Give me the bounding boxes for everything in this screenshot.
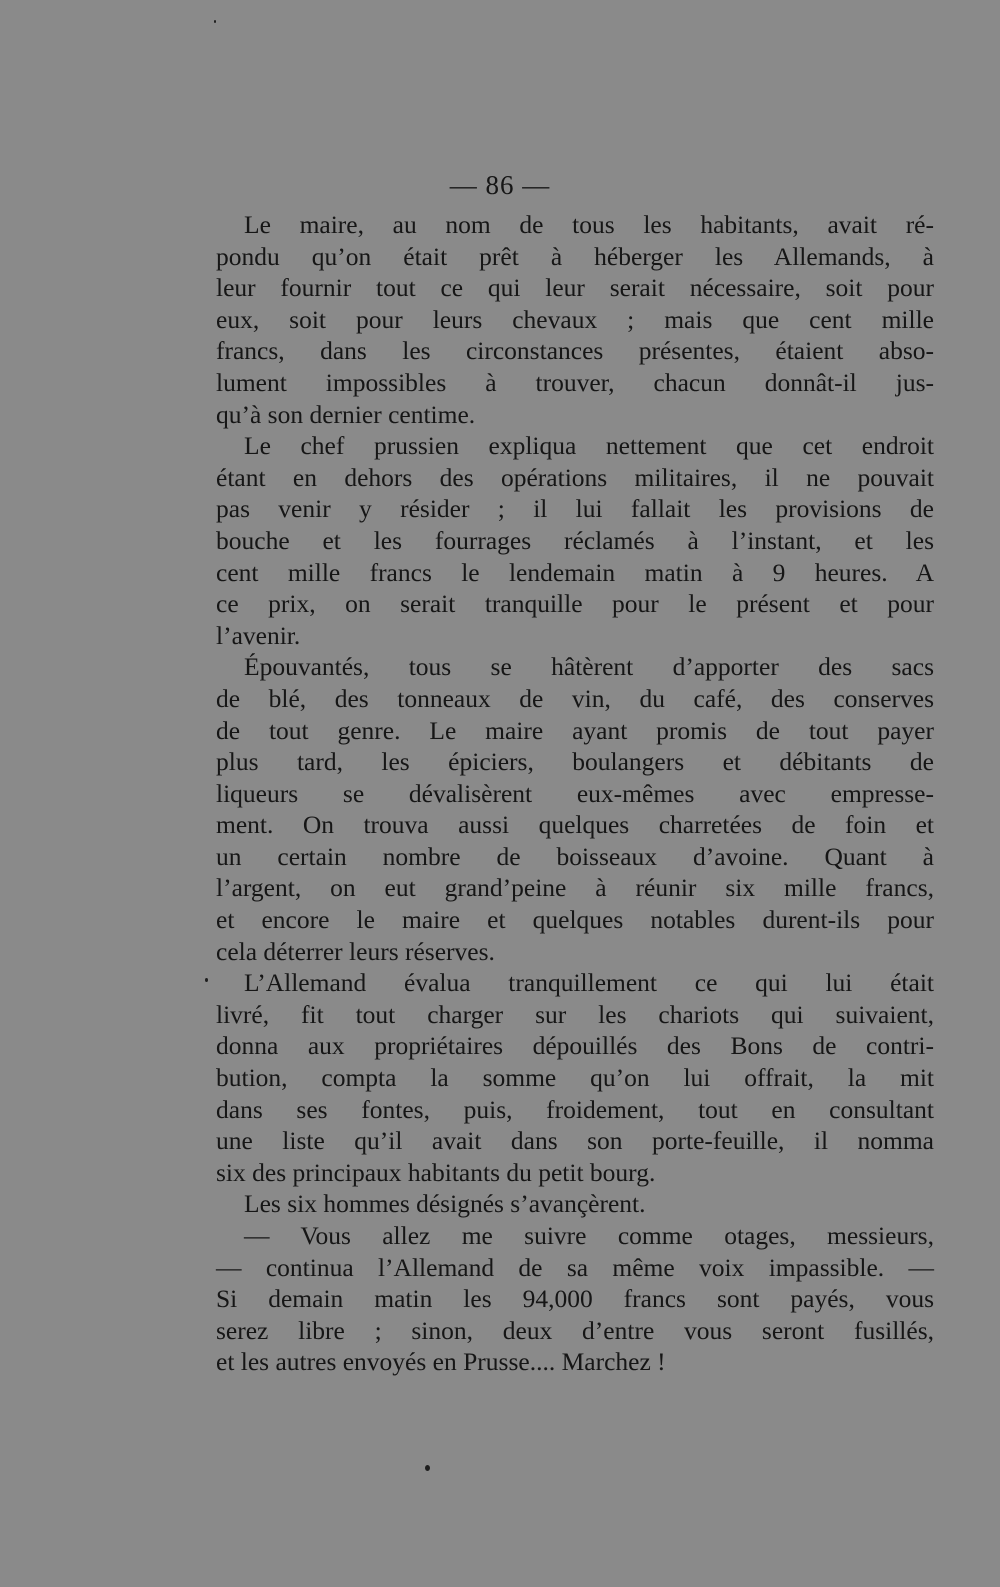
paragraph — [216, 651, 934, 967]
text-line: l’avenir. — [216, 620, 301, 650]
text-line: serez libre ; sinon, deux d’entre vous seront fusillés, — [216, 1315, 934, 1345]
text-line: Si demain matin les 94,000 francs sont payés, vous — [216, 1284, 934, 1314]
text-line: six des principaux habitants du petit bourg. — [216, 1157, 656, 1187]
text-line: pas venir y résider ; il lui fallait les provisions de — [216, 494, 934, 524]
paragraph — [216, 209, 934, 430]
text-line: cela déterrer leurs réserves. — [216, 936, 495, 966]
text-line: ce prix, on serait tranquille pour le présent et pour — [216, 589, 934, 619]
text-line: bouche et les fourrages réclamés à l’instant, et les — [216, 525, 934, 555]
text-line: livré, fit tout charger sur les chariots qui suivaient, — [216, 999, 934, 1029]
print-speck — [205, 978, 208, 982]
text-line: liqueurs se dévalisèrent eux-mêmes avec empresse- — [216, 778, 934, 808]
print-speck — [214, 20, 216, 23]
text-line: étant en dehors des opérations militaires, il ne pouvait — [216, 462, 934, 492]
text-line: lument impossibles à trouver, chacun donnât-il jus- — [216, 367, 934, 397]
text-line: un certain nombre de boisseaux d’avoine. Quant à — [216, 841, 934, 871]
text-line: L’Allemand évalua tranquillement ce qui lui était — [244, 968, 934, 998]
text-line: de tout genre. Le maire ayant promis de tout payer — [216, 715, 934, 745]
text-line: ment. On trouva aussi quelques charretées de foin et — [216, 810, 934, 840]
paragraph — [216, 1220, 934, 1378]
text-line: francs, dans les circonstances présentes, étaient abso- — [216, 336, 934, 366]
text-line: bution, compta la somme qu’on lui offrait, la mit — [216, 1063, 934, 1093]
text-line: — continua l’Allemand de sa même voix impassible. — — [216, 1252, 934, 1282]
text-line: Le maire, au nom de tous les habitants, avait ré- — [244, 210, 934, 239]
text-line: eux, soit pour leurs chevaux ; mais que cent mille — [216, 304, 934, 334]
paragraph — [216, 430, 934, 651]
text-line: Les six hommes désignés s’avançèrent. — [244, 1189, 646, 1219]
text-line: et encore le maire et quelques notables durent-ils pour — [216, 905, 934, 935]
text-line: pondu qu’on était prêt à héberger les Allemands, à — [216, 241, 934, 271]
text-line: leur fournir tout ce qui leur serait nécessaire, soit pour — [216, 273, 934, 303]
text-line: et les autres envoyés en Prusse.... Marchez ! — [216, 1347, 666, 1377]
text-line: cent mille francs le lendemain matin à 9 heures. A — [216, 557, 934, 587]
text-line: qu’à son dernier centime. — [216, 399, 476, 429]
paragraph — [216, 967, 934, 1188]
text-line: Le chef prussien expliqua nettement que cet endroit — [244, 431, 934, 461]
text-line: — Vous allez me suivre comme otages, messieurs, — [244, 1221, 934, 1250]
text-line: une liste qu’il avait dans son porte-feuille, il nomma — [216, 1126, 934, 1156]
page-number: — 86 — — [449, 170, 551, 200]
text-line: plus tard, les épiciers, boulangers et débitants de — [216, 747, 934, 777]
print-speck — [425, 1465, 430, 1471]
text-line: l’argent, on eut grand’peine à réunir six mille francs, — [216, 873, 934, 903]
text-body — [216, 209, 934, 1378]
text-line: Épouvantés, tous se hâtèrent d’apporter des sacs — [244, 652, 934, 682]
text-line: donna aux propriétaires dépouillés des Bons de contri- — [216, 1031, 934, 1061]
paragraph — [216, 1188, 934, 1220]
text-line: de blé, des tonneaux de vin, du café, des conserves — [216, 683, 934, 713]
text-line: dans ses fontes, puis, froidement, tout en consultant — [216, 1094, 934, 1124]
